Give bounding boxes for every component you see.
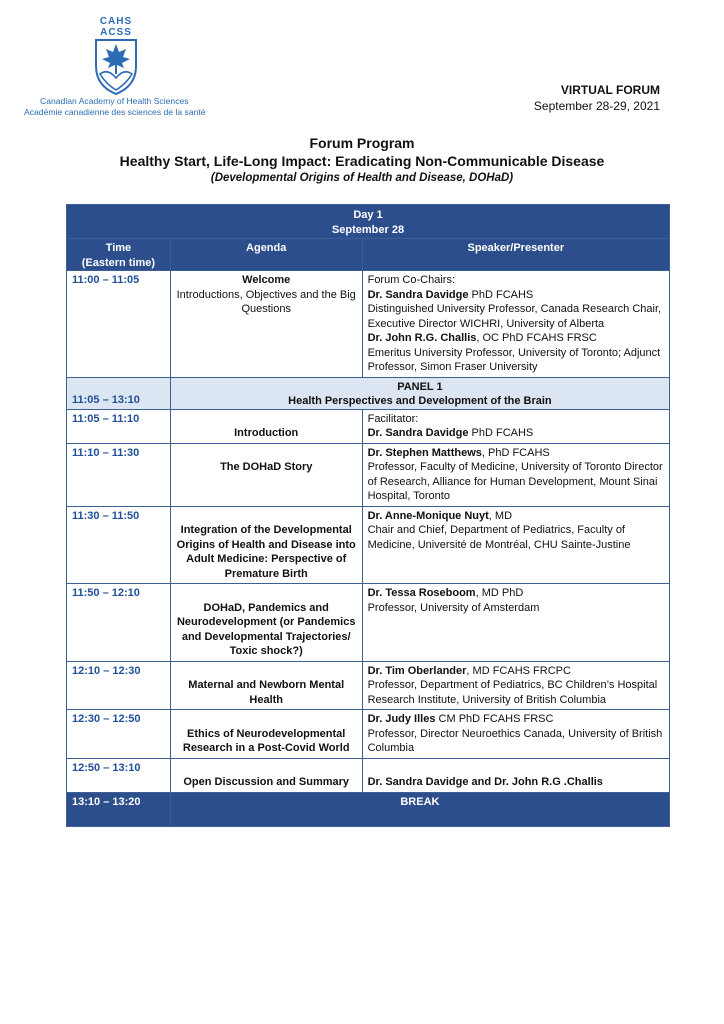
panel-title: Health Perspectives and Development of the Brain (288, 395, 552, 407)
row-agenda (170, 584, 362, 662)
panel-label: PANEL 1 (397, 380, 443, 393)
speaker-name: Dr. Sandra Davidge (367, 288, 469, 301)
agenda-title: Integration of the Developmental Origins of Health and Disease into Adult Medicine: Perspective of Premature Birth (176, 524, 356, 580)
col-time-label: Time (105, 242, 132, 254)
speaker-name: Dr. Sandra Davidge (367, 427, 469, 439)
speaker-entry (368, 331, 664, 346)
row-speaker (362, 758, 669, 792)
day-header-row (67, 205, 670, 239)
table-row (67, 584, 670, 662)
speaker-entry (368, 446, 664, 461)
speaker-credentials: PhD FCAHS (468, 288, 534, 301)
break-time: 13:10 – 13:20 (67, 792, 171, 826)
day-date: September 28 (331, 223, 405, 236)
row-time: 11:00 – 11:05 (67, 271, 171, 378)
speaker-credentials: , MD FCAHS FRCPC (466, 664, 571, 677)
speaker-affiliation: Professor, Department of Pediatrics, BC Children’s Hospital Research Institute, University of British Columbia (367, 679, 658, 706)
org-name-french: Académie canadienne des sciences de la santé (24, 107, 206, 117)
row-time: 11:10 – 11:30 (67, 443, 171, 506)
row-speaker (362, 506, 669, 584)
agenda-title: Ethics of Neurodevelopmental Research in a Post-Covid World (182, 727, 350, 754)
speaker-credentials: PhD FCAHS (468, 427, 534, 439)
speaker-role: Forum Co-Chairs: (367, 274, 455, 286)
row-time: 11:50 – 12:10 (67, 584, 171, 662)
agenda-title: Maternal and Newborn Mental Health (188, 679, 345, 706)
row-time: 12:30 – 12:50 (67, 710, 171, 759)
speaker-credentials: , MD (488, 509, 513, 522)
row-time: 12:10 – 12:30 (67, 661, 171, 710)
row-speaker (362, 271, 669, 378)
speaker-entry (368, 426, 664, 441)
col-header-speaker: Speaker/Presenter (362, 239, 669, 271)
panel-row (67, 377, 670, 409)
row-agenda (170, 506, 362, 584)
panel-heading (170, 377, 669, 409)
agenda-title: Open Discussion and Summary (183, 776, 350, 788)
speaker-entry (368, 664, 664, 679)
speaker-name: Dr. Anne-Monique Nuyt (367, 509, 489, 522)
speaker-entry (368, 712, 664, 727)
event-dates: September 28-29, 2021 (533, 99, 660, 113)
logo-mark-top: CAHS (99, 16, 133, 27)
col-header-agenda: Agenda (170, 239, 362, 271)
table-row (67, 758, 670, 792)
row-speaker (362, 443, 669, 506)
program-subtitle: (Developmental Origins of Health and Disease, DOHaD) (210, 172, 514, 184)
col-header-time (67, 239, 171, 271)
speaker-affiliation: Emeritus University Professor, University of Toronto; Adjunct Professor, Simon Fraser University (367, 346, 661, 373)
table-row (67, 443, 670, 506)
speaker-affiliation: Professor, University of Amsterdam (367, 601, 540, 614)
agenda-title: Introduction (234, 427, 299, 439)
speaker-credentials: CM PhD FCAHS FRSC (435, 713, 554, 725)
program-heading: Forum Program (309, 135, 415, 151)
row-agenda (170, 661, 362, 710)
speaker-role: Facilitator: (367, 412, 419, 425)
col-time-sublabel: (Eastern time) (81, 256, 156, 269)
speaker-entry (368, 586, 664, 601)
program-table (66, 204, 670, 827)
cahs-shield-logo-icon (86, 14, 146, 100)
row-speaker (362, 710, 669, 759)
agenda-title: DOHaD, Pandemics and Neurodevelopment (or Pandemics and Developmental Trajectories/ Toxic shock?) (176, 601, 356, 657)
speaker-name: Dr. Judy Illes (367, 713, 436, 725)
speaker-credentials: , MD PhD (475, 587, 524, 599)
speaker-affiliation: Professor, Faculty of Medicine, University of Toronto Director of Research, Alliance for Human Development, Mount Sinai Hospital, Toronto (367, 461, 663, 502)
row-agenda (170, 710, 362, 759)
speaker-affiliation: Distinguished University Professor, Canada Research Chair, Executive Director WICHRI, University of Alberta (367, 303, 662, 330)
speaker-affiliation: Professor, Director Neuroethics Canada, University of British Columbia (367, 727, 663, 754)
speaker-credentials: , OC PhD FCAHS FRSC (476, 332, 597, 344)
event-info (534, 82, 660, 114)
table-row (67, 409, 670, 443)
row-agenda (170, 409, 362, 443)
agenda-description: Introductions, Objectives and the Big Questions (176, 288, 356, 315)
speaker-name: Dr. Tessa Roseboom (367, 587, 476, 599)
row-speaker (362, 409, 669, 443)
program-titles (0, 134, 724, 186)
row-speaker (362, 661, 669, 710)
logo-mark-bottom: ACSS (100, 27, 132, 38)
speaker-name: Dr. Tim Oberlander (367, 664, 467, 677)
speaker-affiliation: Chair and Chief, Department of Pediatrics, Faculty of Medicine, Université de Montréal, CHU Sainte-Justine (367, 524, 631, 551)
row-time: 11:30 – 11:50 (67, 506, 171, 584)
table-row (67, 271, 670, 378)
speaker-name: Dr. John R.G. Challis (367, 332, 477, 344)
speaker-credentials: , PhD FCAHS (481, 446, 550, 459)
row-agenda (170, 271, 362, 378)
speaker-entry (368, 288, 664, 303)
program-title: Healthy Start, Life-Long Impact: Eradicating Non-Communicable Disease (119, 153, 605, 169)
agenda-title: Welcome (242, 274, 291, 286)
row-agenda (170, 758, 362, 792)
org-name-english: Canadian Academy of Health Sciences (40, 96, 189, 106)
row-time: 12:50 – 13:10 (67, 758, 171, 792)
speaker-name: Dr. Stephen Matthews (367, 446, 482, 459)
table-row (67, 710, 670, 759)
agenda-title: The DOHaD Story (220, 461, 313, 473)
event-title: VIRTUAL FORUM (560, 83, 660, 97)
table-row (67, 506, 670, 584)
break-label: BREAK (170, 792, 669, 826)
speaker-entry (368, 775, 664, 790)
speaker-entry (368, 509, 664, 524)
table-row (67, 661, 670, 710)
day-label: Day 1 (353, 209, 383, 221)
column-header-row (67, 239, 670, 271)
break-row (67, 792, 670, 826)
panel-time: 11:05 – 13:10 (67, 377, 171, 409)
row-speaker (362, 584, 669, 662)
day-header (67, 205, 670, 239)
row-time: 11:05 – 11:10 (67, 409, 171, 443)
row-agenda (170, 443, 362, 506)
speaker-name: Dr. Sandra Davidge and Dr. John R.G .Challis (367, 776, 603, 788)
